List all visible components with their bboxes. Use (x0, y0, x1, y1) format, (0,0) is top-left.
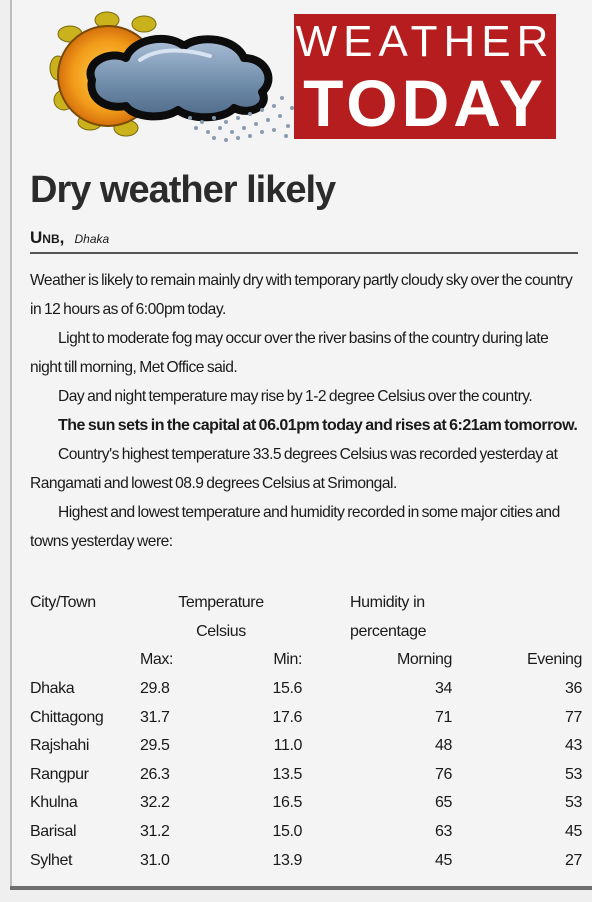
cell-evening: 43 (565, 737, 582, 755)
subheader-max: Max: (140, 651, 174, 669)
table-row (30, 732, 582, 761)
cell-morning: 48 (435, 737, 452, 755)
article-body (30, 266, 580, 556)
table-subheader-row (30, 646, 582, 675)
subheader-evening: Evening (526, 651, 582, 669)
table-row (30, 703, 582, 732)
cell-evening: 45 (565, 823, 582, 841)
masthead-line2: TODAY (303, 66, 547, 140)
cell-max: 32.2 (140, 794, 170, 812)
table-row (30, 675, 582, 704)
byline (30, 228, 109, 248)
cell-evening: 27 (565, 851, 582, 869)
headline-divider (30, 252, 578, 254)
cell-morning: 65 (435, 794, 452, 812)
table-row (30, 818, 582, 847)
cell-min: 15.6 (272, 680, 302, 698)
paragraph: Country's highest temperature 33.5 degrees Celsius was recorded yesterday at Rangamati and lowest 08.9 degrees Celsius at Srimongal. (30, 446, 558, 492)
cell-max: 31.0 (140, 851, 170, 869)
weather-table (30, 589, 582, 875)
cell-evening: 53 (565, 765, 582, 783)
table-row (30, 846, 582, 875)
paragraph-highlight: The sun sets in the capital at 06.01pm today and rises at 6:21am tomorrow. (58, 417, 578, 434)
byline-city: Dhaka (74, 232, 110, 246)
header-temperature-unit: Celsius (196, 622, 246, 640)
cell-min: 17.6 (272, 708, 302, 726)
table-row (30, 789, 582, 818)
header-city: City/Town (30, 594, 96, 612)
cell-city: Rangpur (30, 765, 89, 783)
byline-agency: Unb, (30, 228, 65, 247)
table-body (30, 675, 582, 875)
table-header-row (30, 589, 582, 618)
cell-city: Khulna (30, 794, 78, 812)
cell-morning: 76 (435, 765, 452, 783)
header-humidity-unit: percentage (350, 622, 427, 640)
cell-evening: 36 (565, 680, 582, 698)
article-headline: Dry weather likely (30, 169, 336, 211)
cell-evening: 77 (565, 708, 582, 726)
cell-city: Chittagong (30, 708, 104, 726)
paragraph: Light to moderate fog may occur over the river basins of the country during late night till morning, Met Office said. (30, 330, 549, 376)
cell-min: 16.5 (272, 794, 302, 812)
sun-cloud-rain-icon (40, 10, 300, 145)
header-humidity: Humidity in (350, 594, 425, 612)
paragraph: Day and night temperature may rise by 1-2 degree Celsius over the country. (58, 388, 533, 405)
cell-max: 29.5 (140, 737, 170, 755)
cell-morning: 45 (435, 851, 452, 869)
bottom-divider (10, 886, 592, 890)
subheader-min: Min: (273, 651, 302, 669)
cell-morning: 63 (435, 823, 452, 841)
masthead-line1: WEATHER (295, 17, 555, 66)
cell-min: 15.0 (272, 823, 302, 841)
cell-min: 13.5 (272, 765, 302, 783)
cell-city: Barisal (30, 823, 77, 841)
cell-city: Dhaka (30, 680, 75, 698)
cell-max: 31.2 (140, 823, 170, 841)
cell-min: 11.0 (273, 737, 302, 755)
header-temperature: Temperature (178, 594, 264, 612)
paragraph: Weather is likely to remain mainly dry with temporary partly cloudy sky over the country in 12 hours as of 6:00pm today. (30, 272, 573, 318)
cell-city: Rajshahi (30, 737, 90, 755)
cell-city: Sylhet (30, 851, 73, 869)
cell-max: 26.3 (140, 765, 170, 783)
weather-today-badge (294, 14, 556, 139)
table-header-row (30, 618, 582, 647)
subheader-morning: Morning (396, 651, 452, 669)
paragraph: Highest and lowest temperature and humidity recorded in some major cities and towns yesterday were: (30, 504, 560, 550)
cell-max: 29.8 (140, 680, 170, 698)
cell-min: 13.9 (272, 851, 302, 869)
cell-morning: 71 (435, 708, 452, 726)
cell-evening: 53 (565, 794, 582, 812)
table-row (30, 761, 582, 790)
cell-morning: 34 (435, 680, 452, 698)
cell-max: 31.7 (140, 708, 170, 726)
